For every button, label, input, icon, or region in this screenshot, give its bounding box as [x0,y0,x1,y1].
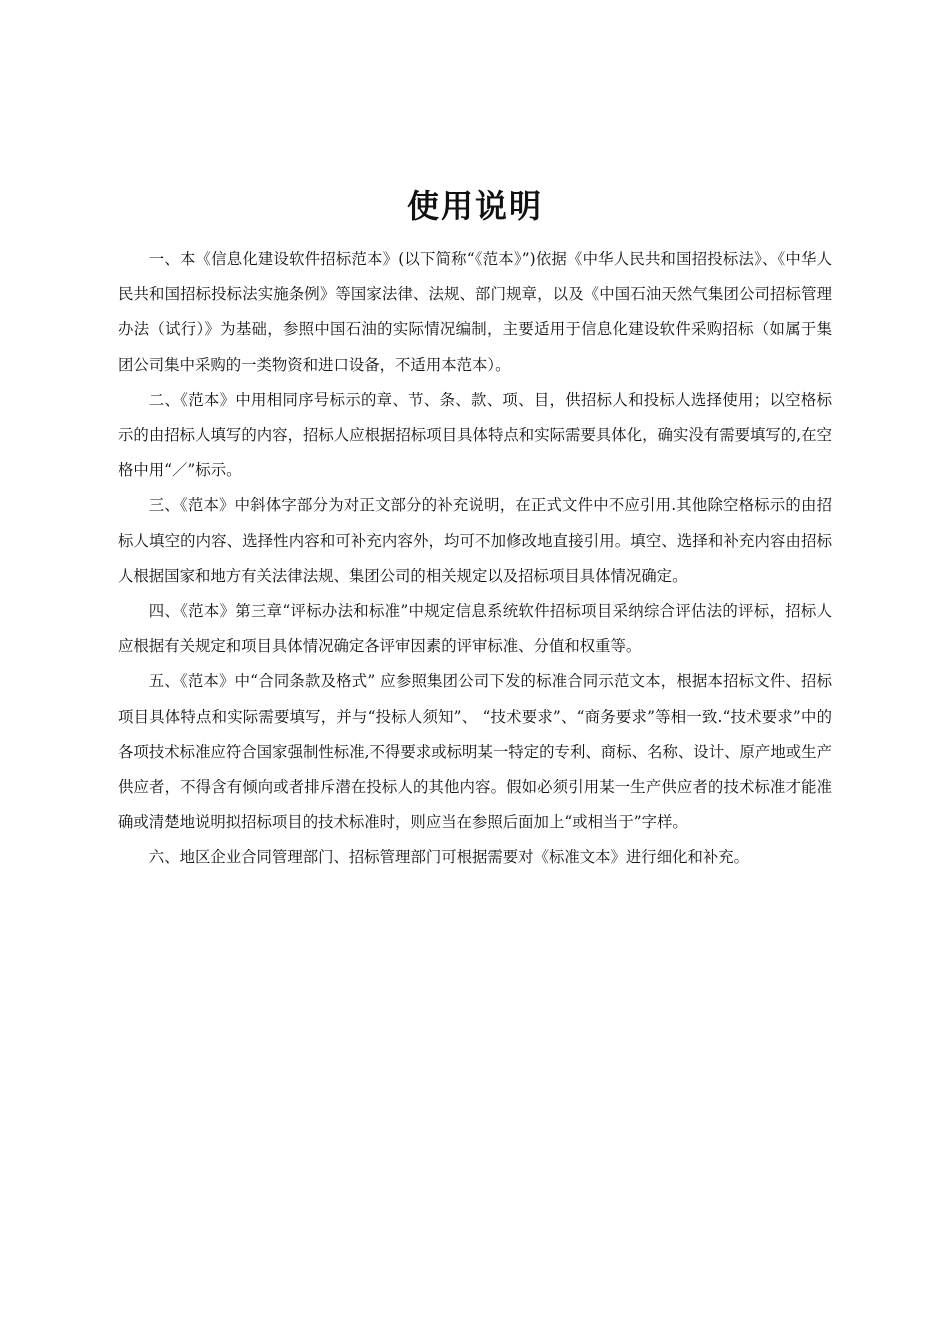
paragraph-6: 六、地区企业合同管理部门、招标管理部门可根据需要对《标准文本》进行细化和补充。 [148,848,750,867]
paragraph-2: 二、《范本》中用相同序号标示的章、节、条、款、项、目，供招标人和投标人选择使用；以空格标示的由招标人填写的内容，招标人应根据招标项目具体特点和实际需要具体化，确实没有需要填写的,在空格中用“／”标示。 [118,390,832,480]
paragraph-5: 五、《范本》中“合同条款及格式” 应参照集团公司下发的标准合同示范文本，根据本招标文件、招标项目具体特点和实际需要填写，并与“投标人须知”、 “技术要求”、“商务要求”等相一致.“技术要求”中的各项技术标准应符合国家强制性标准,不得要求或标明某一特定的专利、商标、名称、设计、原产地或生产供应者，不得含有倾向或者排斥潜在投标人的其他内容。假如必须引用某一生产供应者的技术标准才能准确或清楚地说明拟招标项目的技术标准时，则应当在参照后面加上“或相当于”字样。 [118,672,832,832]
document-page [118,180,832,876]
paragraph-3: 三、《范本》中斜体字部分为对正文部分的补充说明，在正式文件中不应引用.其他除空格标示的由招标人填空的内容、选择性内容和可补充内容外，均可不加修改地直接引用。填空、选择和补充内容由招标人根据国家和地方有关法律法规、集团公司的相关规定以及招标项目具体情况确定。 [118,496,832,585]
page-title: 使用说明 [406,187,543,225]
paragraph-4: 四、《范本》第三章“评标办法和标准”中规定信息系统软件招标项目采纳综合评估法的评标，招标人应根据有关规定和项目具体情况确定各评审因素的评审标准、分值和权重等。 [118,602,832,656]
paragraph-1: 一、本《信息化建设软件招标范本》(以下简称“《范本》”)依据《中华人民共和国招投标法》、《中华人民共和国招标投标法实施条例》等国家法律、法规、部门规章，以及《中国石油天然气集团公司招标管理办法（试行）》为基础，参照中国石油的实际情况编制，主要适用于信息化建设软件采购招标（如属于集团公司集中采购的一类物资和进口设备，不适用本范本）。 [118,250,832,374]
